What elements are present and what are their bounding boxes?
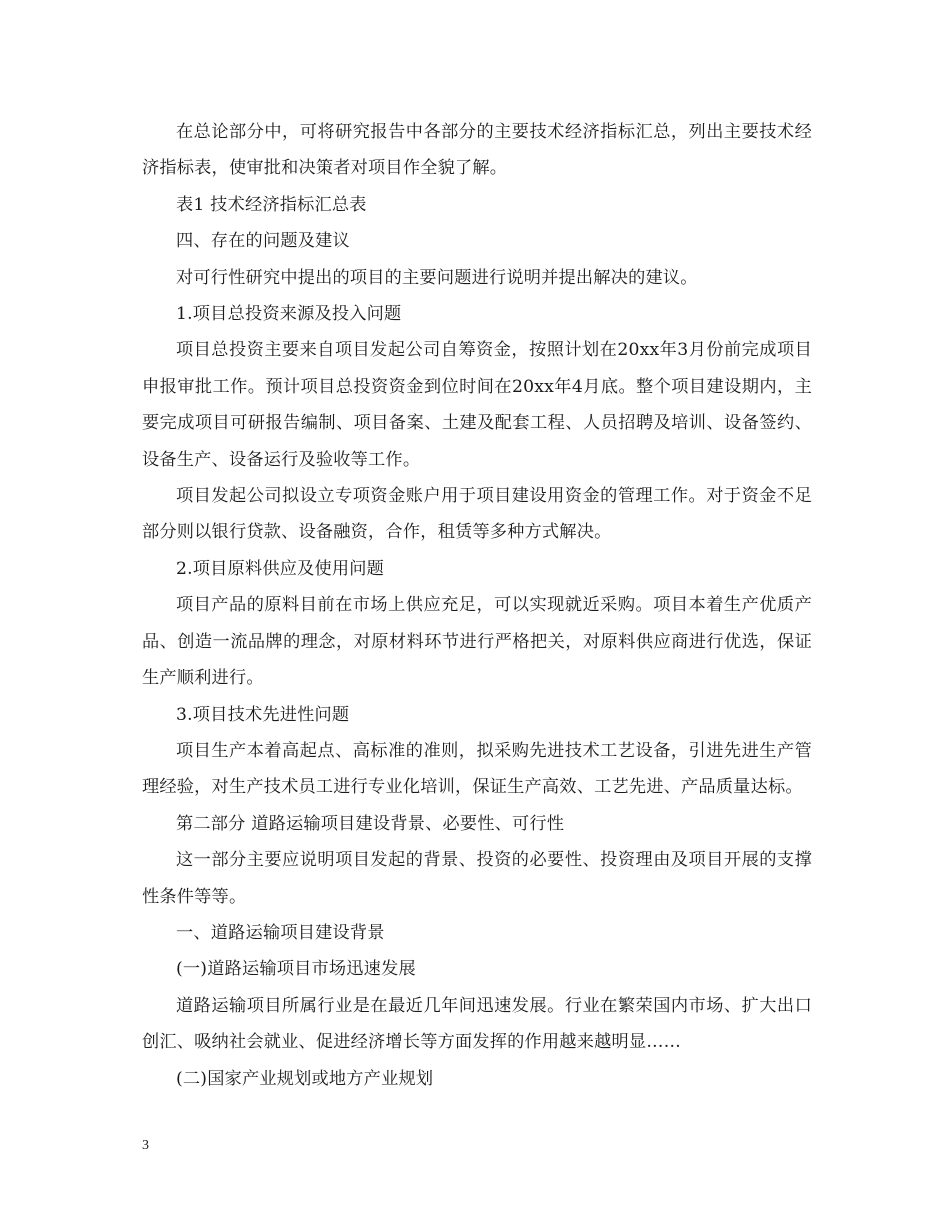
paragraph-technology: 项目生产本着高起点、高标准的准则，拟采购先进技术工艺设备，引进先进生产管理经验，对生产技术员工进行专业化培训，保证生产高效、工艺先进、产品质量达标。 <box>142 740 812 798</box>
section-heading-problems: 四、存在的问题及建议 <box>176 231 350 252</box>
page-number: 3 <box>142 1138 149 1153</box>
table-caption: 表1 技术经济指标汇总表 <box>176 194 367 215</box>
section-heading-background: 一、道路运输项目建设背景 <box>176 922 385 943</box>
paragraph-market-growth: 道路运输项目所属行业是在最近几年间迅速发展。行业在繁荣国内市场、扩大出口创汇、吸纳社会就业、促进经济增长等方面发挥的作用越来越明显…… <box>142 995 812 1053</box>
subheading-raw-materials: 2.项目原料供应及使用问题 <box>176 558 385 579</box>
subheading-technology: 3.项目技术先进性问题 <box>176 704 350 725</box>
subheading-investment: 1.项目总投资来源及投入问题 <box>176 304 402 325</box>
paragraph-fund-account: 项目发起公司拟设立专项资金账户用于项目建设用资金的管理工作。对于资金不足部分则以银行贷款、设备融资，合作，租赁等多种方式解决。 <box>142 486 812 543</box>
paragraph-summary-indicators: 在总论部分中，可将研究报告中各部分的主要技术经济指标汇总，列出主要技术经济指标表，使审批和决策者对项目作全貌了解。 <box>142 122 812 179</box>
subheading-industry-plan: (二)国家产业规划或地方产业规划 <box>176 1068 434 1089</box>
paragraph-part-intro: 这一部分主要应说明项目发起的背景、投资的必要性、投资理由及项目开展的支撑性条件等等。 <box>142 850 812 907</box>
paragraph-investment-plan: 项目总投资主要来自项目发起公司自筹资金，按照计划在20xx年3月份前完成项目申报审批工作。预计项目总投资资金到位时间在20xx年4月底。整个项目建设期内，主要完成项目可研报告编制、项目备案、土建及配套工程、人员招聘及培训、设备签约、设备生产、设备运行及验收等工作。 <box>142 340 812 470</box>
paragraph-raw-materials: 项目产品的原料目前在市场上供应充足，可以实现就近采购。项目本着生产优质产品、创造一流品牌的理念，对原材料环节进行严格把关，对原料供应商进行优选，保证生产顺利进行。 <box>142 595 812 689</box>
subheading-market-growth: (一)道路运输项目市场迅速发展 <box>176 959 416 980</box>
part-heading-background: 第二部分 道路运输项目建设背景、必要性、可行性 <box>176 813 565 834</box>
paragraph-problems-intro: 对可行性研究中提出的项目的主要问题进行说明并提出解决的建议。 <box>176 267 698 288</box>
page-body <box>142 114 812 1097</box>
